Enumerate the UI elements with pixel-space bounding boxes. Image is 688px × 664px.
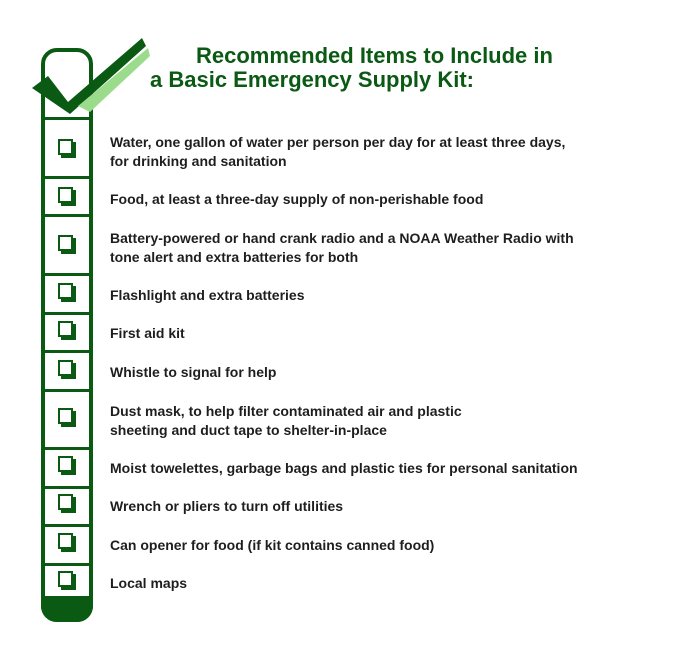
checkmark-icon: [28, 36, 152, 116]
checklist-column-base: [41, 596, 93, 622]
row-divider: [41, 596, 93, 599]
page-title: [150, 44, 610, 92]
item-checkbox[interactable]: [58, 456, 73, 472]
item-checkbox[interactable]: [58, 187, 73, 203]
item-text: for drinking and sanitation: [110, 153, 287, 169]
row-divider: [41, 214, 93, 217]
item-text: Flashlight and extra batteries: [110, 287, 305, 303]
item-text: Whistle to signal for help: [110, 364, 277, 380]
list-item: [110, 190, 650, 209]
list-item: [110, 497, 650, 516]
item-text: Local maps: [110, 575, 188, 591]
item-text: Dust mask, to help filter contaminated air and plastic: [110, 403, 462, 419]
row-divider: [41, 273, 93, 276]
item-text: Wrench or pliers to turn off utilities: [110, 498, 344, 514]
list-item: [110, 286, 650, 305]
item-checkbox[interactable]: [58, 533, 73, 549]
item-text: Moist towelettes, garbage bags and plastic ties for personal sanitation: [110, 460, 578, 476]
item-checkbox[interactable]: [58, 408, 73, 424]
row-divider: [41, 563, 93, 566]
row-divider: [41, 524, 93, 527]
item-text: Food, at least a three-day supply of non-perishable food: [110, 191, 484, 207]
list-item: [110, 574, 650, 593]
list-item: [110, 229, 650, 267]
item-checkbox[interactable]: [58, 494, 73, 510]
row-divider: [41, 350, 93, 353]
row-divider: [41, 176, 93, 179]
item-text: First aid kit: [110, 325, 185, 341]
item-checkbox[interactable]: [58, 283, 73, 299]
row-divider: [41, 117, 93, 120]
row-divider: [41, 389, 93, 392]
row-divider: [41, 447, 93, 450]
list-item: [110, 133, 650, 171]
item-checkbox[interactable]: [58, 360, 73, 376]
item-checkbox[interactable]: [58, 235, 73, 251]
item-text: Battery-powered or hand crank radio and a NOAA Weather Radio with: [110, 230, 574, 246]
row-divider: [41, 486, 93, 489]
item-text: tone alert and extra batteries for both: [110, 249, 359, 265]
item-checkbox[interactable]: [58, 139, 73, 155]
list-item: [110, 459, 650, 478]
title-line-2: a Basic Emergency Supply Kit:: [150, 67, 474, 92]
row-divider: [41, 312, 93, 315]
item-checkbox[interactable]: [58, 571, 73, 587]
item-text: Water, one gallon of water per person per day for at least three days,: [110, 134, 566, 150]
list-item: [110, 536, 650, 555]
list-item: [110, 402, 650, 440]
item-text: sheeting and duct tape to shelter-in-place: [110, 422, 387, 438]
item-text: Can opener for food (if kit contains canned food): [110, 537, 435, 553]
list-item: [110, 363, 650, 382]
item-checkbox[interactable]: [58, 321, 73, 337]
list-item: [110, 324, 650, 343]
title-line-1: Recommended Items to Include in: [196, 43, 553, 68]
